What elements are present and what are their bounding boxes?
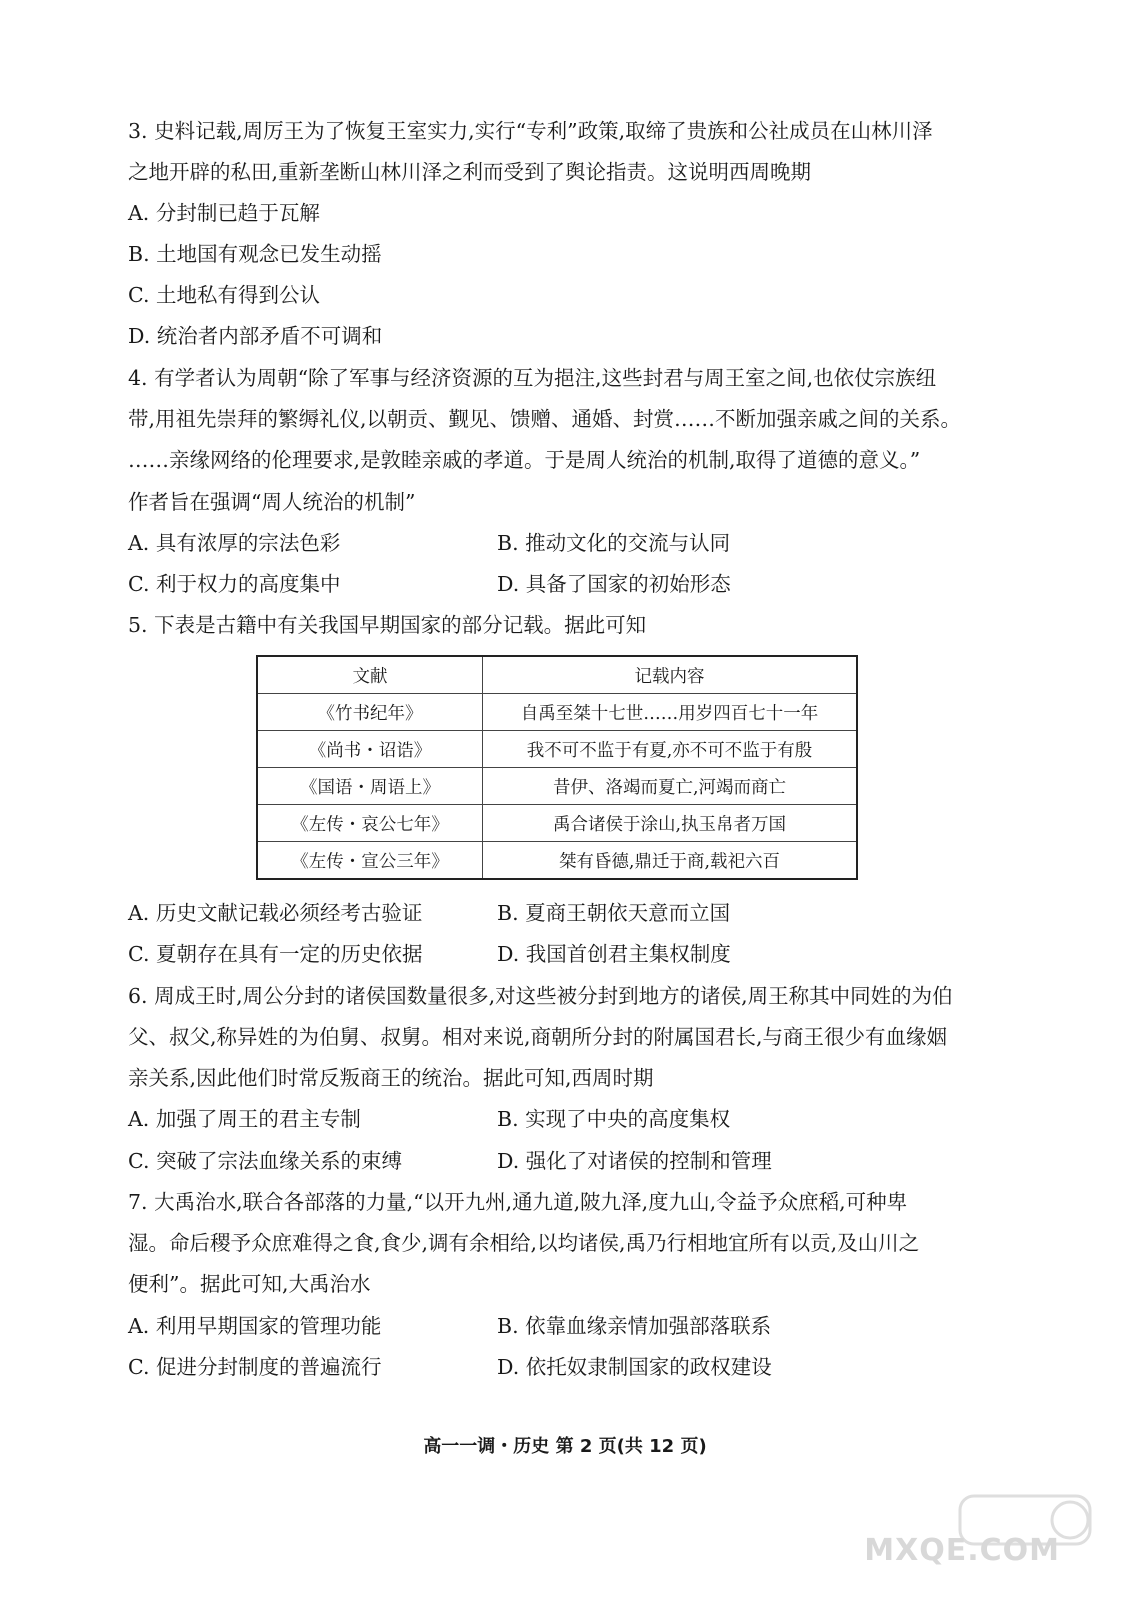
q4-stem-line4: 作者旨在强调“周人统治的机制” xyxy=(128,490,416,514)
q7-option-d: D. 依托奴隶制国家的政权建设 xyxy=(497,1355,772,1379)
q5-stem-line1: 5. 下表是古籍中有关我国早期国家的部分记载。据此可知 xyxy=(128,613,647,637)
table-cell-content: 自禹至桀十七世……用岁四百七十一年 xyxy=(483,694,858,731)
q5-option-c: C. 夏朝存在具有一定的历史依据 xyxy=(128,942,423,966)
q4-stem-line3: ……亲缘网络的伦理要求,是敦睦亲戚的孝道。于是周人统治的机制,取得了道德的意义。” xyxy=(128,448,921,472)
table-cell-content: 禹合诸侯于涂山,执玉帛者万国 xyxy=(483,805,858,842)
q3-stem-line2: 之地开辟的私田,重新垄断山林川泽之利而受到了舆论指责。这说明西周晚期 xyxy=(128,160,812,184)
q7-option-a: A. 利用早期国家的管理功能 xyxy=(128,1314,382,1338)
table-cell-source: 《国语・周语上》 xyxy=(257,768,483,805)
table-cell-source: 《左传・哀公七年》 xyxy=(257,805,483,842)
q4-stem-line1: 4. 有学者认为周朝“除了军事与经济资源的互为挹注,这些封君与周王室之间,也依仗宗族纽 xyxy=(128,366,937,390)
table-cell-source: 《竹书纪年》 xyxy=(257,694,483,731)
records-table xyxy=(256,655,858,880)
q4-option-a: A. 具有浓厚的宗法色彩 xyxy=(128,531,341,555)
q7-stem-line2: 湿。命后稷予众庶难得之食,食少,调有余相给,以均诸侯,禹乃行相地宜所有以贡,及山川之 xyxy=(128,1231,920,1255)
q3-option-c: C. 土地私有得到公认 xyxy=(128,283,320,307)
q4-option-b: B. 推动文化的交流与认同 xyxy=(497,531,731,555)
q6-stem-line3: 亲关系,因此他们时常反叛商王的统治。据此可知,西周时期 xyxy=(128,1066,654,1090)
table-cell-content: 桀有昏德,鼎迁于商,载祀六百 xyxy=(483,842,858,880)
table-cell-content: 昔伊、洛竭而夏亡,河竭而商亡 xyxy=(483,768,858,805)
table-header-content: 记载内容 xyxy=(483,656,858,694)
q6-option-b: B. 实现了中央的高度集权 xyxy=(497,1107,731,1131)
q6-stem-line1: 6. 周成王时,周公分封的诸侯国数量很多,对这些被分封到地方的诸侯,周王称其中同姓的为伯 xyxy=(128,984,953,1008)
q6-option-c: C. 突破了宗法血缘关系的束缚 xyxy=(128,1149,402,1173)
q4-option-d: D. 具备了国家的初始形态 xyxy=(497,572,731,596)
q3-option-a: A. 分封制已趋于瓦解 xyxy=(128,201,320,225)
q5-option-a: A. 历史文献记载必须经考古验证 xyxy=(128,901,423,925)
q7-option-c: C. 促进分封制度的普遍流行 xyxy=(128,1355,382,1379)
q6-option-d: D. 强化了对诸侯的控制和管理 xyxy=(497,1149,772,1173)
watermark-logo xyxy=(864,1488,1100,1588)
q3-option-b: B. 土地国有观念已发生动摇 xyxy=(128,242,382,266)
q4-stem-line2: 带,用祖先崇拜的繁缛礼仪,以朝贡、觐见、馈赠、通婚、封赏……不断加强亲戚之间的关系。 xyxy=(128,407,962,431)
table-cell-content: 我不可不监于有夏,亦不可不监于有殷 xyxy=(483,731,858,768)
table-cell-source: 《尚书・诏诰》 xyxy=(257,731,483,768)
watermark-text: MXQE.COM xyxy=(864,1533,1060,1568)
q5-option-d: D. 我国首创君主集权制度 xyxy=(497,942,731,966)
table-cell-source: 《左传・宣公三年》 xyxy=(257,842,483,880)
q6-option-a: A. 加强了周王的君主专制 xyxy=(128,1107,361,1131)
table-row xyxy=(257,694,857,731)
q7-option-b: B. 依靠血缘亲情加强部落联系 xyxy=(497,1314,772,1338)
q7-stem-line3: 便利”。据此可知,大禹治水 xyxy=(128,1272,371,1296)
table-row xyxy=(257,731,857,768)
table-header-source: 文献 xyxy=(257,656,483,694)
table-row xyxy=(257,842,857,880)
q6-stem-line2: 父、叔父,称异姓的为伯舅、叔舅。相对来说,商朝所分封的附属国君长,与商王很少有血缘姻 xyxy=(128,1025,948,1049)
q3-option-d: D. 统治者内部矛盾不可调和 xyxy=(128,324,383,348)
page-footer: 高一一调・历史 第 2 页(共 12 页) xyxy=(423,1436,707,1457)
q7-stem-line1: 7. 大禹治水,联合各部落的力量,“以开九州,通九道,陂九泽,度九山,令益予众庶稻,可种卑 xyxy=(128,1190,908,1214)
table-row xyxy=(257,805,857,842)
q3-stem-line1: 3. 史料记载,周厉王为了恢复王室实力,实行“专利”政策,取缔了贵族和公社成员在山林川泽 xyxy=(128,119,933,143)
table-row xyxy=(257,768,857,805)
q5-option-b: B. 夏商王朝依天意而立国 xyxy=(497,901,731,925)
table-header-row xyxy=(257,656,857,694)
q4-option-c: C. 利于权力的高度集中 xyxy=(128,572,341,596)
